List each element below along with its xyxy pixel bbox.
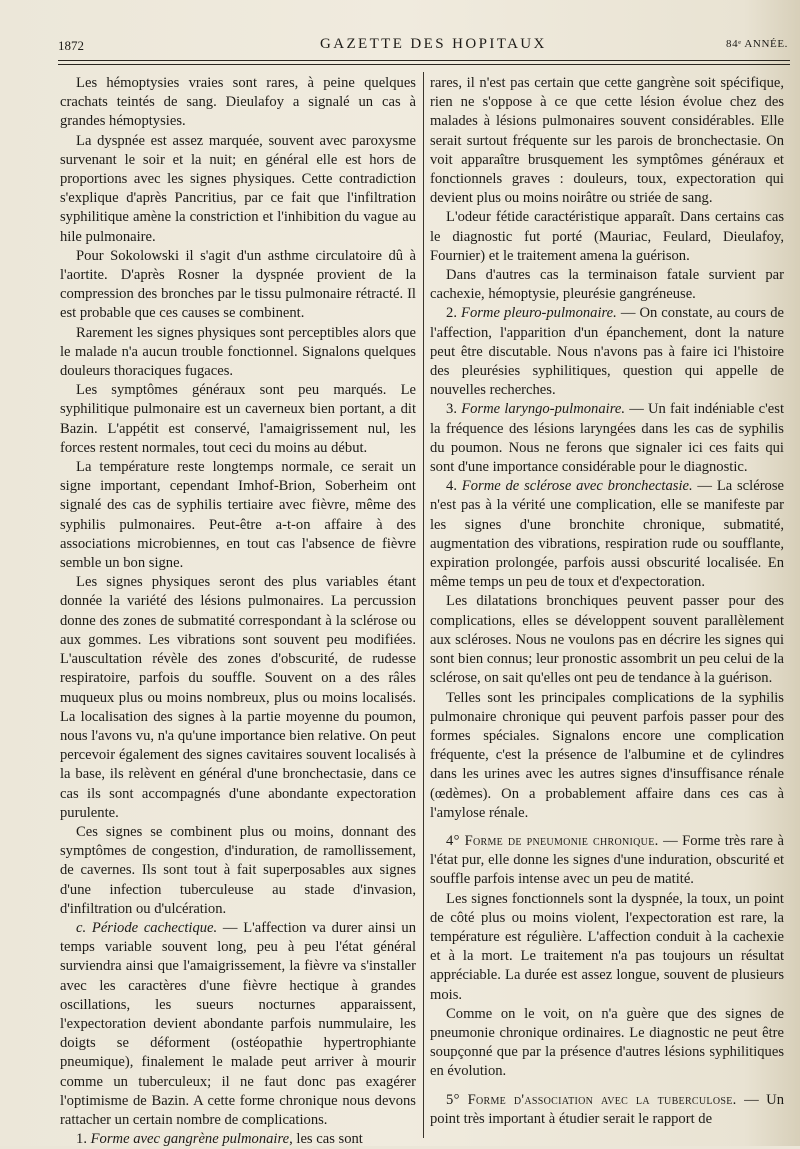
paragraph: La température reste longtemps normale, ce serait un signe important, cependant Imhof-Brion, Soberheim ont signalé des cas de syphilis tertiaire avec fièvre, même des syphilis pulmonaires. Peut-être a-t-on affaire à des associations microbiennes, en tout cas l'absence de fièvre semble un bon signe.: [60, 459, 416, 572]
form-2-text: — On constate, au cours de l'affection, l'apparition d'un épanchement, dont la nature peut être discutable. Nous n'avons pas à faire ici l'histoire des pleurésies syphilitiques, question qui appelle de nouvelles recherches.: [430, 305, 785, 399]
year-label: 84ᵉ ANNÉE.: [726, 38, 788, 50]
cachectic-text: — L'affection va durer ainsi un temps variable souvent long, peu à peu l'état général surviendra ainsi que l'amaigrissement, la fièvre va s'installer avec les caractères d'une fièvre hectique à grandes oscillations, les sueurs nocturnes apparaissent, l'expectoration devient abondante parfois nummulaire, les doigts se déforment (ostéopathie hypertrophiante pneumique), finalement le malade peut arriver à mourir comme un tuberculeux; il ne faut donc pas exagérer l'optimisme de Bazin. A cette forme chronique nous devons rattacher un certain nombre de complications.: [60, 919, 417, 1128]
paragraph: Comme on le voit, on n'a guère que des signes de pneumonie chronique ordinaires. Le diagnostic ne peut être soupçonné que par la présence d'autres lésions syphilitiques en évolution.: [430, 1005, 784, 1080]
page-number: 1872: [58, 38, 84, 53]
section-5-text: — Un point très important à étudier serait le rapport de: [430, 1091, 785, 1127]
form-3-text: — Un fait indéniable c'est la fréquence des lésions laryngées dans les cas de syphilis du poumon. Nous ne ferons que signaler ici ces faits qui sont d'une importance considérable pour le diagnostic.: [430, 401, 784, 476]
page-header: [58, 34, 790, 56]
paragraph: Les dilatations bronchiques peuvent passer pour des complications, elles se développent souvent parallèlement aux scléroses. Nous ne voulons pas en décrire les signes qui sont bien connus; leur pronostic assombrit un peu celui de la sclérose, on sait qu'elles ont peu de tendance à la guérison.: [430, 593, 784, 687]
left-column: [60, 74, 416, 1149]
form-4-number: 4.: [446, 478, 462, 495]
paragraph: Ces signes se combinent plus ou moins, donnant des symptômes de congestion, d'induration, de ramollissement, de cavernes. Ils sont tout à fait superposables aux signes d'une infection tuberculeuse au stade d'invasion, d'infiltration ou d'ulcération.: [60, 823, 416, 917]
paragraph: Dans d'autres cas la terminaison fatale survient par cachexie, hémoptysie, pleurésie gangréneuse.: [430, 267, 784, 303]
form-4-text: — La sclérose n'est pas à la vérité une complication, elle se manifeste par les signes d'une bronchite chronique, submatité, augmentation des vibrations, respiration rude ou soufflante, expiration prolongée, parfois aussi obscurité localisée. En même temps un peu de toux et d'expectoration.: [430, 478, 785, 591]
paragraph: Pour Sokolowski il s'agit d'un asthme circulatoire dû à l'aortite. D'après Rosner la dyspnée provient de la compression des bronches par le tissu pulmonaire rétracté. Il est probable que ces causes se combinent.: [60, 247, 416, 322]
paragraph: L'odeur fétide caractéristique apparaît. Dans certains cas le diagnostic fut porté (Mauriac, Feulard, Dieulafoy, Fournier) et le traitement amena la guérison.: [430, 209, 784, 264]
form-3-paragraph: [430, 400, 784, 477]
form-1-heading: Forme avec gangrène pulmonaire: [90, 1131, 290, 1148]
header-rule: [58, 60, 790, 61]
cachectic-heading: c. Période cachectique.: [76, 919, 218, 936]
form-1-number: 1.: [76, 1131, 91, 1148]
paragraph: Les symptômes généraux sont peu marqués. Le syphilitique pulmonaire est un caverneux bien portant, a dit Bazin. L'appétit est conservé, l'amaigrissement nul, les forces restent normales, tout ceci du moins au début.: [60, 382, 416, 456]
form-2-heading: Forme pleuro-pulmonaire.: [461, 305, 617, 322]
journal-title: GAZETTE DES HOPITAUX: [320, 36, 547, 52]
section-4-heading: 4° Forme de pneumonie chronique.: [446, 832, 659, 849]
form-2-paragraph: [430, 304, 784, 400]
form-4-heading: Forme de sclérose avec bronchectasie.: [461, 478, 693, 495]
form-1-continuation: rares, il n'est pas certain que cette gangrène soit spécifique, rien ne s'oppose à ce que cette lésion évolue chez des malades à lésions pulmonaires souvent considérables. Elle serait surtout fréquente sur les parois de bronchectasie. On voit apparaître brusquement les symptômes généraux et fonctionnels graves : douleurs, toux, expectoration qui devient plus ou moins noirâtre ou striée de sang.: [430, 75, 784, 207]
cachectic-paragraph: [60, 919, 416, 1130]
paragraph: La dyspnée est assez marquée, souvent avec paroxysme survenant le soir et la nuit; en général elle est hors de proportions avec les signes physiques. Cette contradiction s'explique d'après Pancritius, par ce fait que l'infiltration syphilitique amène la constriction et l'inhibition du vague au hile pulmonaire.: [60, 132, 416, 245]
form-1-text: , les cas sont: [289, 1131, 363, 1148]
section-5-paragraph: [430, 1091, 784, 1129]
paragraph: Les signes physiques seront des plus variables étant donnée la variété des lésions pulmonaires. La percussion donne des zones de submatité correspondant à la sclérose ou aux gommes. Les vibrations sont souvent peu modifiées. L'auscultation révèle des zones d'obscurité, de rudesse respiratoire, parfois du souffle. Souvent on a des râles muqueux plus ou moins nombreux, plus ou moins localisés. La localisation des signes à la partie moyenne du poumon, nous l'avons vu, n'a qu'une importance bien relative. On peut percevoir également des signes cavitaires souvent localisés à la base, ils relèvent en général d'une bronchectasie, dans ce cas ils sont accompagnés d'une abondante expectoration purulente.: [60, 574, 416, 821]
paragraph: Rarement les signes physiques sont perceptibles alors que le malade n'a aucun trouble fonctionnel. Signalons quelques douleurs thoraciques fugaces.: [60, 324, 416, 380]
paragraph: Les signes fonctionnels sont la dyspnée, la toux, un point de côté plus ou moins violent, l'expectoration est rare, la température est régulière. L'affection conduit à la cachexie et à la mort. Le traitement n'a pas toujours un résultat appréciable. La durée est assez longue, souvent de plusieurs mois.: [430, 890, 784, 1003]
form-2-number: 2.: [446, 305, 462, 322]
section-4-paragraph: [430, 832, 784, 890]
paragraph: Telles sont les principales complications de la syphilis pulmonaire chronique qui peuvent parfois passer pour des formes spéciales. Signalons encore une complication fréquente, c'est la présence de l'albumine et de cylindres dans les urines avec les autres signes d'insuffisance rénale (œdèmes). On a probablement affaire dans ces cas à l'amylose rénale.: [430, 689, 784, 821]
form-3-number: 3.: [446, 401, 462, 418]
section-4-text: — Forme très rare à l'état pur, elle donne les signes d'une induration, obscurité et souffle parfois intense avec un peu de matité.: [430, 832, 784, 888]
header-rule-thin: [58, 64, 790, 65]
paragraph: Les hémoptysies vraies sont rares, à peine quelques crachats teintés de sang. Dieulafoy a signalé un cas à grandes hémoptysies.: [60, 75, 416, 130]
form-4-paragraph: [430, 477, 784, 592]
section-5-heading: 5° Forme d'association avec la tuberculose.: [446, 1091, 737, 1108]
form-1-start: [60, 1130, 416, 1149]
right-column: [430, 74, 784, 1129]
form-3-heading: Forme laryngo-pulmonaire.: [461, 401, 625, 418]
column-divider: [423, 72, 424, 1138]
